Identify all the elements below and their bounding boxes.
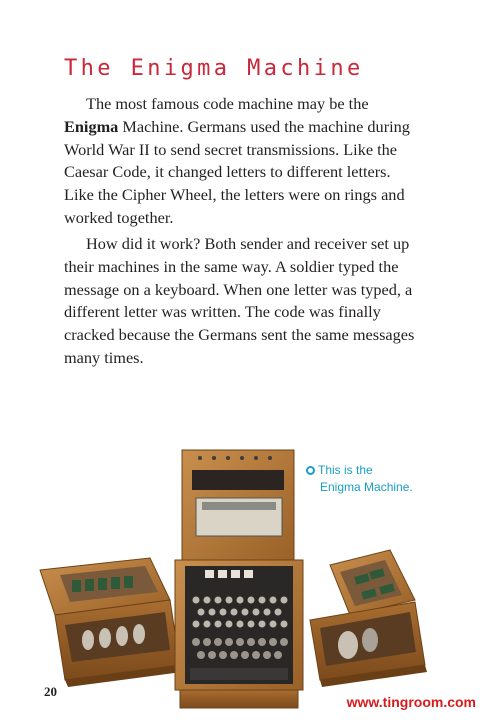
- paragraph-1-rest: Machine. Germans used the machine during World War II to send secret transmissions. Like the Caesar Code, it changed letters to different letters. Like the Cipher Wheel, the letters were on rings and worked together.: [64, 116, 410, 227]
- caption-line-1: This is the: [318, 463, 373, 477]
- center-enigma-unit: [175, 450, 303, 708]
- paragraph-2: How did it work? Both sender and receiver set up their machines in the same way. A soldier typed the message on a keyboard. When one letter was typed, a different letter was written. The code was finally cracked because the Germans sent the same messages many times.: [64, 234, 415, 367]
- paragraph-1: [64, 93, 418, 230]
- page-title: The Enigma Machine: [64, 56, 364, 81]
- left-rotor-box: [40, 558, 182, 687]
- paragraph-1-lead: The most famous code machine may be the: [86, 94, 369, 113]
- right-rotor-box: [310, 550, 427, 687]
- caption-line-2: Enigma Machine.: [320, 480, 413, 494]
- watermark-url: www.tingroom.com: [346, 694, 476, 710]
- page-number: 20: [44, 684, 57, 699]
- enigma-machine-photo: [30, 440, 440, 710]
- bold-term-enigma: Enigma: [64, 116, 119, 136]
